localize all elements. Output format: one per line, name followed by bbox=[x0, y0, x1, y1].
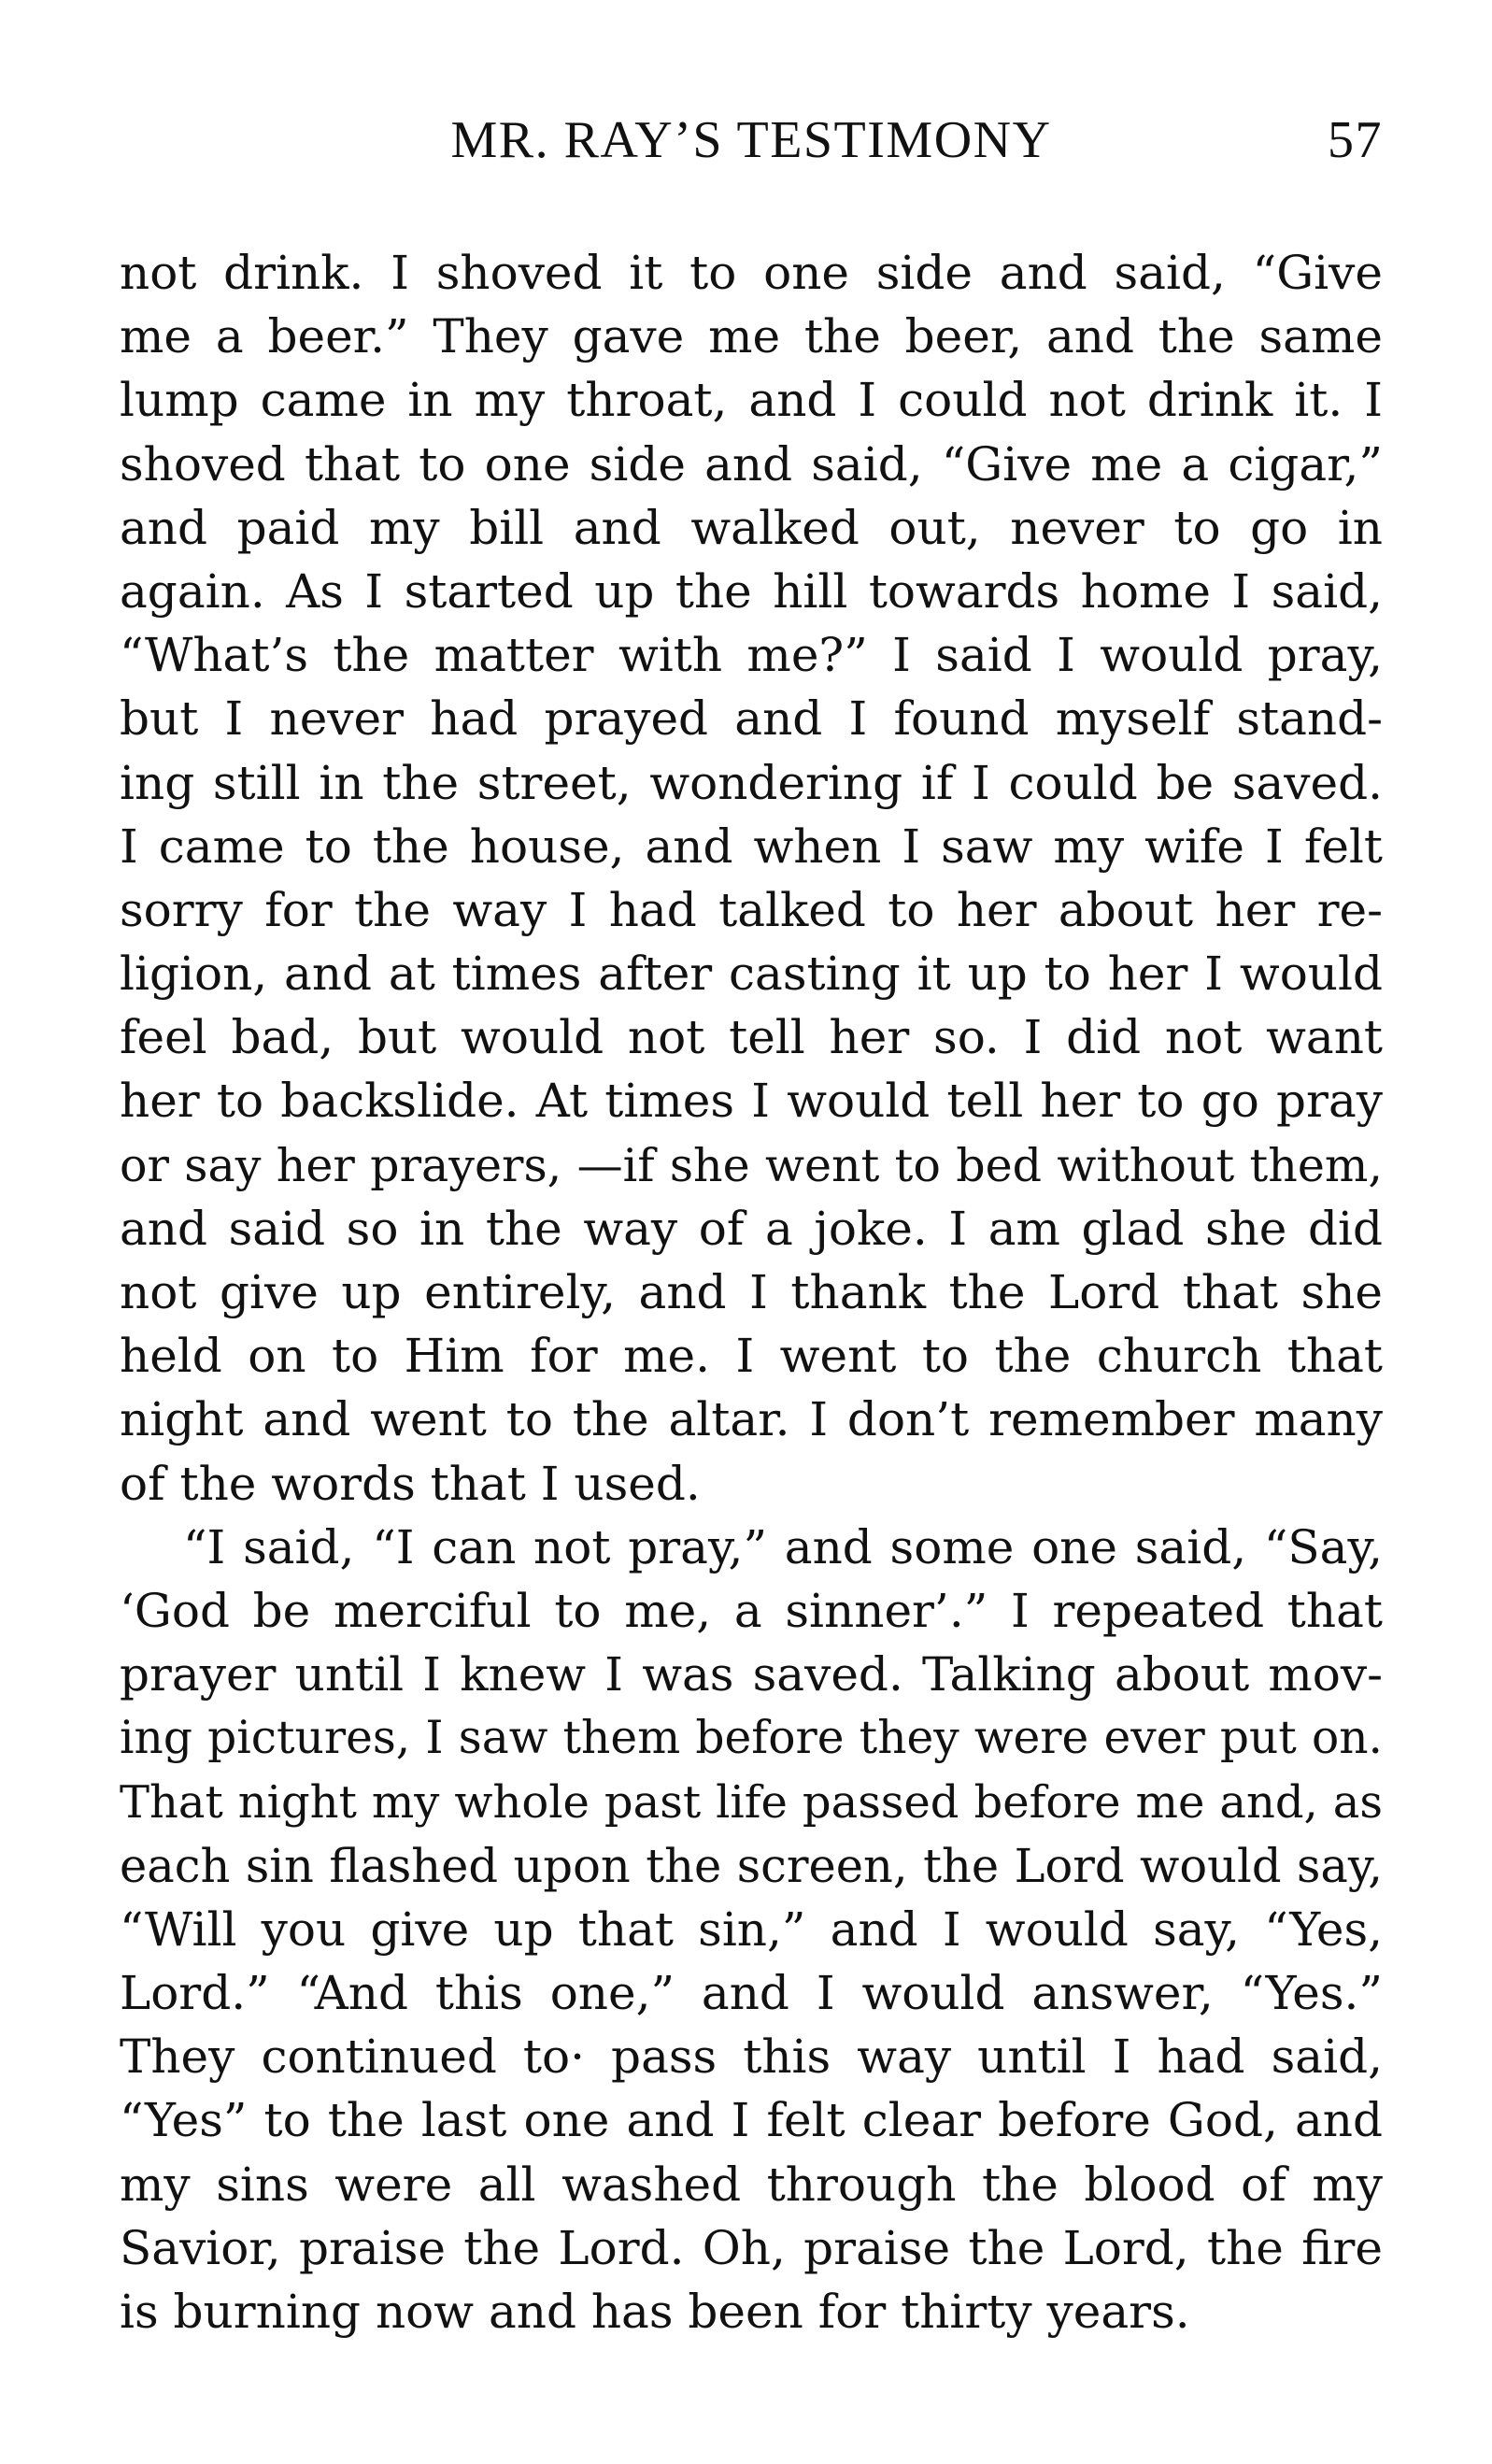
text-line: night and went to the altar. I don’t remember many bbox=[120, 1392, 1383, 1447]
text-line: but I never had prayed and I found myself stand- bbox=[120, 691, 1383, 747]
text-line: is burning now and has been for thirty years. bbox=[120, 2285, 1190, 2339]
body-text bbox=[120, 241, 1383, 2343]
text-line: “I said, “I can not pray,” and some one said, “Say, bbox=[183, 1519, 1383, 1574]
text-line: Lord.” “And this one,” and I would answer, “Yes.” bbox=[120, 1966, 1383, 2021]
page-number: 57 bbox=[1328, 111, 1383, 169]
text-line: not give up entirely, and I thank the Lord that she bbox=[120, 1265, 1383, 1319]
text-line: ligion, and at times after casting it up to her I would bbox=[120, 947, 1383, 1002]
text-line: feel bad, but would not tell her so. I did not want bbox=[120, 1010, 1383, 1065]
text-line: That night my whole past life passed before me and, as bbox=[120, 1775, 1383, 1829]
text-line: ‘God be merciful to me, a sinner’.” I repeated that bbox=[120, 1583, 1383, 1638]
text-line: “Yes” to the last one and I felt clear before God, and bbox=[120, 2093, 1383, 2148]
text-line: again. As I started up the hill towards home I said, bbox=[120, 563, 1383, 619]
text-line: sorry for the way I had talked to her about her re- bbox=[120, 882, 1383, 937]
running-head bbox=[120, 110, 1383, 176]
text-line: lump came in my throat, and I could not drink it. I bbox=[120, 373, 1383, 428]
text-line: Savior, praise the Lord. Oh, praise the Lord, the fire bbox=[120, 2220, 1383, 2275]
text-line: not drink. I shoved it to one side and said, “Give bbox=[120, 246, 1383, 300]
text-line: prayer until I knew I was saved. Talking about mov- bbox=[120, 1647, 1383, 1702]
paragraph-2 bbox=[120, 1516, 1383, 2343]
text-line: her to backslide. At times I would tell her to go pray bbox=[120, 1074, 1383, 1129]
text-line: or say her prayers, —if she went to bed without them, bbox=[120, 1137, 1383, 1192]
paragraph-1 bbox=[120, 241, 1383, 1516]
text-line: ing still in the street, wondering if I could be saved. bbox=[120, 755, 1383, 810]
text-line: my sins were all washed through the blood of my bbox=[120, 2157, 1383, 2212]
text-line: held on to Him for me. I went to the church that bbox=[120, 1329, 1383, 1384]
text-line: “What’s the matter with me?” I said I would pray, bbox=[120, 628, 1383, 683]
text-line: and paid my bill and walked out, never to go in bbox=[120, 500, 1383, 555]
text-line: shoved that to one side and said, “Give me a cigar,” bbox=[120, 436, 1383, 491]
chapter-title: MR. RAY’S TESTIMONY bbox=[450, 111, 1052, 169]
text-line: each sin flashed upon the screen, the Lord would say, bbox=[120, 1838, 1383, 1893]
text-line: me a beer.” They gave me the beer, and the same bbox=[120, 309, 1383, 364]
text-line: They continued to· pass this way until I had said, bbox=[120, 2030, 1383, 2085]
text-line: “Will you give up that sin,” and I would say, “Yes, bbox=[120, 1901, 1383, 1957]
text-line: I came to the house, and when I saw my wife I felt bbox=[120, 819, 1383, 874]
text-line: ing pictures, I saw them before they were ever put on. bbox=[120, 1712, 1383, 1765]
text-line: and said so in the way of a joke. I am glad she did bbox=[120, 1201, 1383, 1256]
text-line: of the words that I used. bbox=[120, 1456, 701, 1511]
